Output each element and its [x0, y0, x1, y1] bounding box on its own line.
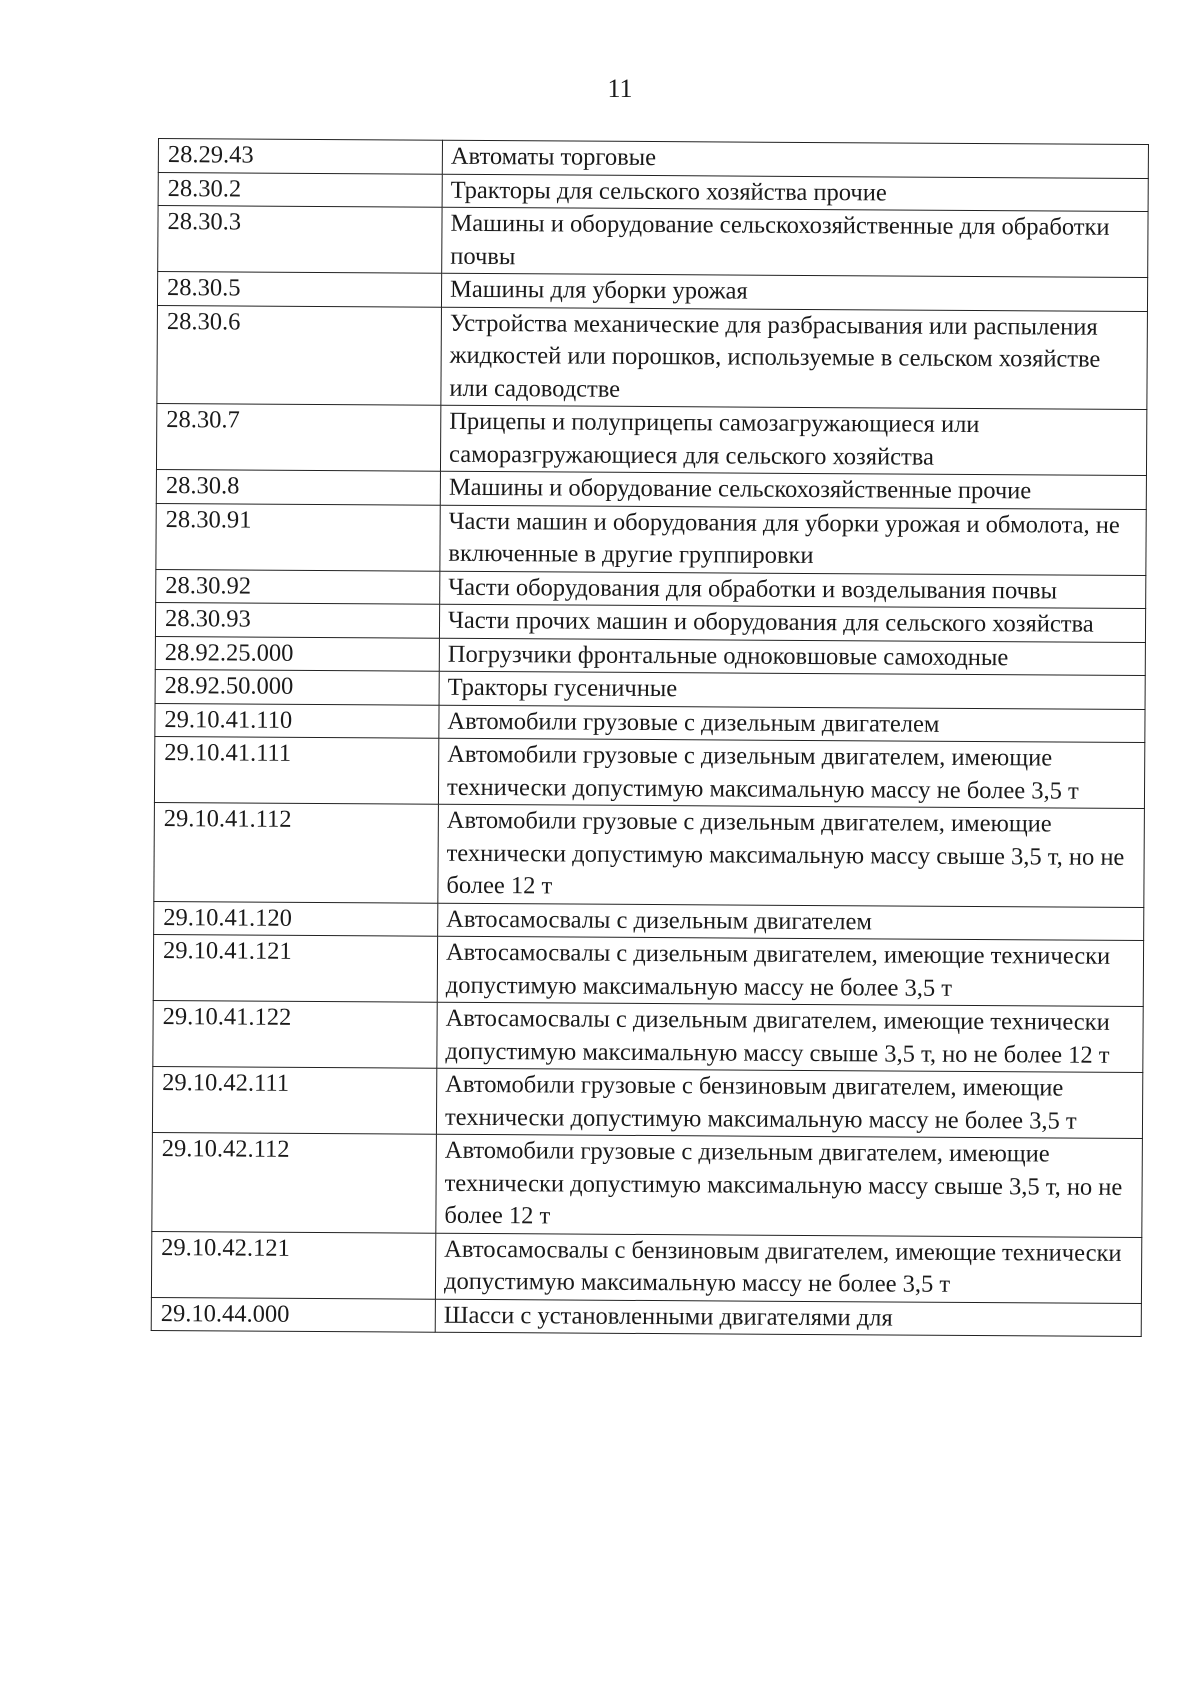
code-cell: 29.10.42.121 — [151, 1231, 435, 1299]
code-cell: 28.30.7 — [156, 403, 440, 471]
code-cell: 29.10.42.111 — [152, 1066, 436, 1134]
name-cell: Машины для уборки урожая — [441, 273, 1147, 311]
name-cell: Автосамосвалы с дизельным двигателем, имеющие технически допустимую максимальную массу свыше 3,5 т, но не более 12 т — [437, 1002, 1143, 1072]
name-cell: Автомобили грузовые с дизельным двигателем, имеющие технически допустимую максимальную массу свыше 3,5 т, но не более 12 т — [436, 1134, 1143, 1237]
table-row — [152, 1066, 1142, 1138]
name-cell: Автосамосвалы с дизельным двигателем, имеющие технически допустимую максимальную массу не более 3,5 т — [437, 936, 1143, 1006]
table-row — [152, 1132, 1143, 1237]
table-row — [153, 1000, 1143, 1072]
code-cell: 29.10.41.112 — [154, 802, 439, 902]
table-row — [158, 206, 1148, 278]
name-cell: Автомобили грузовые с дизельным двигателем, имеющие технически допустимую максимальную массу свыше 3,5 т, но не более 12 т — [438, 804, 1145, 907]
code-cell: 28.30.2 — [158, 172, 442, 207]
code-cell: 29.10.44.000 — [151, 1297, 435, 1332]
name-cell: Машины и оборудование сельскохозяйственные для обработки почвы — [442, 207, 1148, 277]
code-cell: 28.30.5 — [157, 272, 441, 307]
name-cell: Части оборудования для обработки и возделывания почвы — [440, 571, 1146, 609]
name-cell: Части машин и оборудования для уборки урожая и обмолота, не включенные в другие группировки — [440, 505, 1146, 575]
name-cell: Автосамосвалы с бензиновым двигателем, имеющие технически допустимую максимальную массу не более 3,5 т — [435, 1233, 1141, 1303]
table-row — [156, 503, 1146, 575]
table-row — [153, 934, 1143, 1006]
code-cell: 28.30.3 — [158, 206, 442, 274]
name-cell: Автомобили грузовые с дизельным двигателем, имеющие технически допустимую максимальную массу не более 3,5 т — [438, 738, 1144, 808]
code-cell: 29.10.41.122 — [153, 1000, 437, 1068]
name-cell: Части прочих машин и оборудования для сельского хозяйства — [439, 604, 1145, 642]
table-row — [151, 1231, 1141, 1303]
code-cell: 28.29.43 — [158, 139, 442, 174]
name-cell: Тракторы для сельского хозяйства прочие — [442, 174, 1148, 212]
table-body — [151, 139, 1148, 1337]
name-cell: Автомобили грузовые с дизельным двигателем — [439, 705, 1145, 743]
code-cell: 28.92.50.000 — [155, 669, 439, 704]
code-cell: 29.10.41.110 — [155, 703, 439, 738]
name-cell: Устройства механические для разбрасывания или распыления жидкостей или порошков, используемые в сельском хозяйстве или садоводстве — [441, 307, 1148, 410]
code-cell: 29.10.41.120 — [154, 901, 438, 936]
table-row — [151, 1297, 1141, 1337]
classification-table — [151, 138, 1149, 1337]
code-cell: 28.30.93 — [155, 602, 439, 637]
name-cell: Автоматы торговые — [442, 140, 1148, 178]
page-number: 11 — [607, 74, 633, 103]
name-cell: Автомобили грузовые с бензиновым двигателем, имеющие технически допустимую максимальную массу не более 3,5 т — [436, 1068, 1142, 1138]
table-row — [154, 736, 1144, 808]
table-row — [157, 305, 1148, 410]
name-cell: Тракторы гусеничные — [439, 671, 1145, 709]
code-cell: 28.30.92 — [156, 569, 440, 604]
name-cell: Автосамосвалы с дизельным двигателем — [438, 903, 1144, 941]
code-cell: 28.92.25.000 — [155, 636, 439, 671]
code-cell: 28.30.8 — [156, 469, 440, 504]
table-row — [156, 403, 1146, 475]
name-cell: Шасси с установленными двигателями для — [435, 1299, 1141, 1337]
code-cell: 29.10.41.121 — [153, 934, 437, 1002]
table-row — [154, 802, 1145, 907]
code-cell: 29.10.41.111 — [154, 736, 438, 804]
code-cell: 28.30.91 — [156, 503, 440, 571]
name-cell: Прицепы и полуприцепы самозагружающиеся или саморазгружающиеся для сельского хозяйства — [440, 405, 1146, 475]
name-cell: Погрузчики фронтальные одноковшовые самоходные — [439, 638, 1145, 676]
code-cell: 29.10.42.112 — [152, 1132, 437, 1232]
code-cell: 28.30.6 — [157, 305, 442, 405]
classification-table-container — [151, 138, 1149, 1337]
name-cell: Машины и оборудование сельскохозяйственные прочие — [440, 471, 1146, 509]
